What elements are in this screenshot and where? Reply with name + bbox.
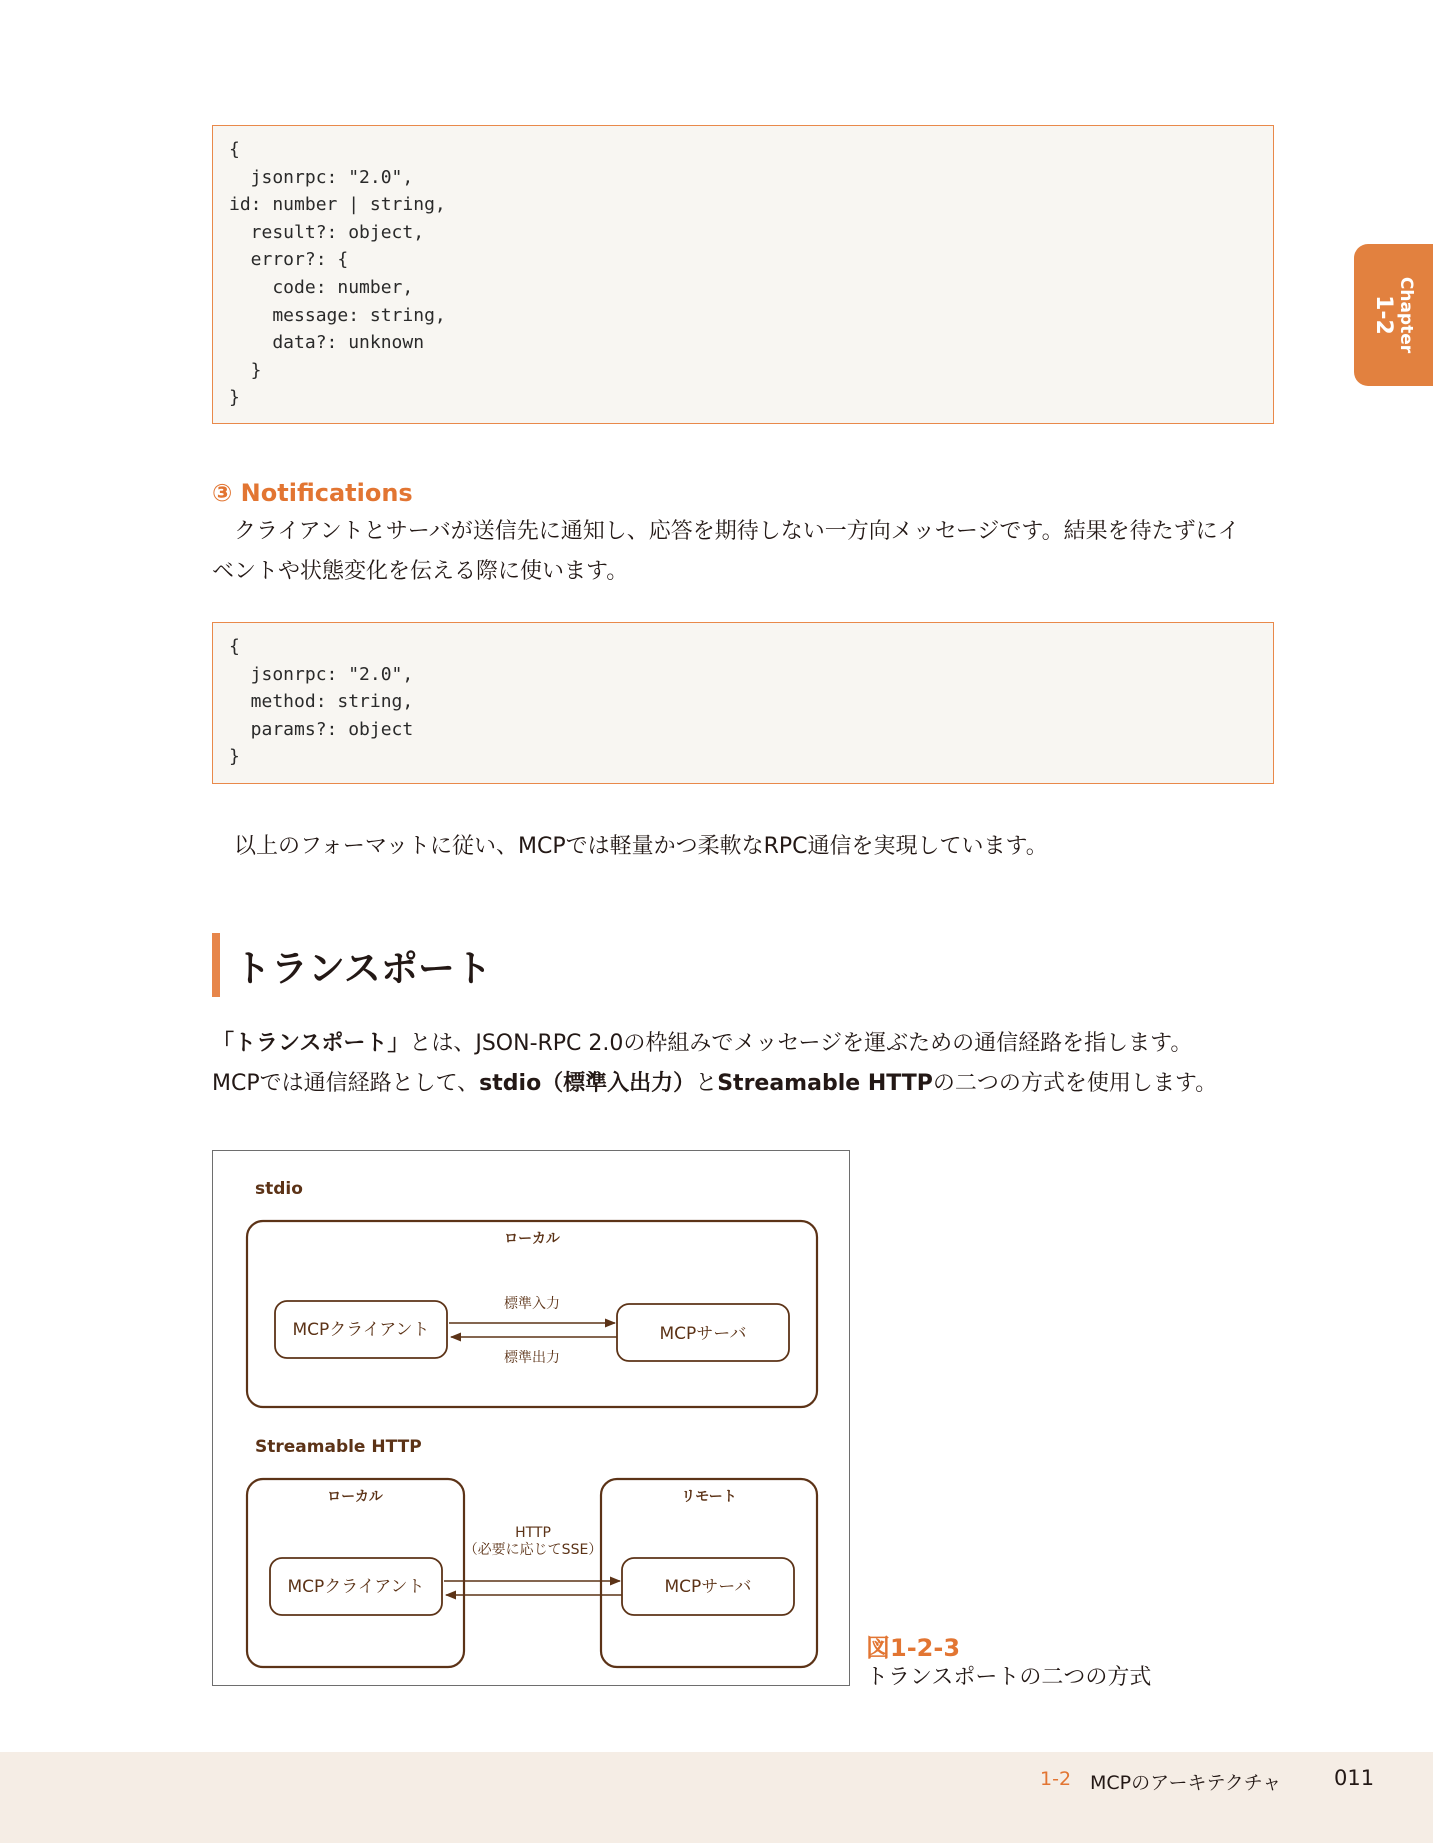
stdio-local-box xyxy=(247,1221,817,1407)
http-remote-label: リモート xyxy=(681,1489,737,1505)
chapter-word: Chapter xyxy=(1395,276,1416,354)
code-line: id: number | string, xyxy=(229,194,446,216)
heading-accent-bar xyxy=(212,933,220,997)
code-line: params?: object xyxy=(229,718,414,740)
code-line: method: string, xyxy=(229,691,414,713)
http-label: Streamable HTTP xyxy=(255,1437,422,1457)
figure-number: 図1-2-3 xyxy=(866,1634,961,1662)
footer-section-title: MCPのアーキテクチャ xyxy=(1090,1772,1282,1794)
notifications-paragraph xyxy=(212,512,1282,592)
http-client-label: MCPクライアント xyxy=(287,1577,425,1597)
code-line: jsonrpc: "2.0", xyxy=(229,663,414,685)
chapter-tab xyxy=(1354,244,1433,386)
stdio-server-label: MCPサーバ xyxy=(659,1324,747,1344)
http-local-label: ローカル xyxy=(327,1489,383,1505)
notifications-heading: ③ Notifications xyxy=(212,479,413,507)
figure-caption: トランスポートの二つの方式 xyxy=(866,1665,1152,1690)
code-line: code: number, xyxy=(229,276,414,298)
page-footer xyxy=(0,1752,1433,1843)
code-line: jsonrpc: "2.0", xyxy=(229,166,414,188)
transport-http-term: Streamable HTTP xyxy=(717,1071,933,1096)
transport-diagram xyxy=(213,1151,851,1687)
notifications-line-1: クライアントとサーバが送信先に通知し、応答を期待しない一方向メッセージです。結果を待たずにイ xyxy=(212,519,1240,544)
transport-line-2-a: MCPでは通信経路として、 xyxy=(212,1071,480,1096)
code-line: } xyxy=(229,387,240,409)
code-block-notification xyxy=(212,622,1274,784)
transport-line-1-rest: とは、JSON-RPC 2.0の枠組みでメッセージを運ぶための通信経路を指します。 xyxy=(409,1031,1193,1056)
http-server-label: MCPサーバ xyxy=(664,1577,752,1597)
code-line: result?: object, xyxy=(229,221,425,243)
transport-heading: トランスポート xyxy=(234,947,492,990)
transport-paragraph xyxy=(212,1024,1282,1104)
code-line: message: string, xyxy=(229,304,446,326)
stdio-client-label: MCPクライアント xyxy=(292,1320,430,1340)
code-line: } xyxy=(229,746,240,768)
chapter-number: 1-2 xyxy=(1370,295,1396,335)
transport-line-1 xyxy=(212,1024,1282,1064)
code-line: { xyxy=(229,636,240,657)
transport-term: 「トランスポート」 xyxy=(212,1031,410,1056)
footer-section-number: 1-2 xyxy=(1040,1768,1072,1790)
http-arrow-label-1: HTTP xyxy=(515,1525,551,1541)
stdio-local-label: ローカル xyxy=(504,1231,560,1247)
transport-line-2-c: と xyxy=(695,1071,718,1096)
code-block-response xyxy=(212,125,1274,424)
http-arrow-label-2: （必要に応じてSSE） xyxy=(463,1542,603,1558)
code-line: { xyxy=(229,139,240,160)
stdin-label: 標準入力 xyxy=(504,1296,560,1312)
transport-figure xyxy=(212,1150,850,1686)
http-local-box xyxy=(247,1479,464,1667)
code-line: data?: unknown xyxy=(229,332,425,354)
summary-paragraph: 以上のフォーマットに従い、MCPでは軽量かつ柔軟なRPC通信を実現しています。 xyxy=(212,834,1048,859)
page-number: 011 xyxy=(1334,1766,1375,1790)
stdout-label: 標準出力 xyxy=(504,1350,560,1366)
transport-line-2 xyxy=(212,1064,1282,1104)
notifications-line-2: ベントや状態変化を伝える際に使います。 xyxy=(212,559,629,584)
http-remote-box xyxy=(601,1479,817,1667)
stdio-label: stdio xyxy=(255,1179,303,1199)
code-line: error?: { xyxy=(229,249,349,271)
transport-line-2-e: の二つの方式を使用します。 xyxy=(932,1071,1218,1096)
code-line: } xyxy=(229,359,262,381)
transport-stdio-term: stdio（標準入出力） xyxy=(479,1071,696,1096)
